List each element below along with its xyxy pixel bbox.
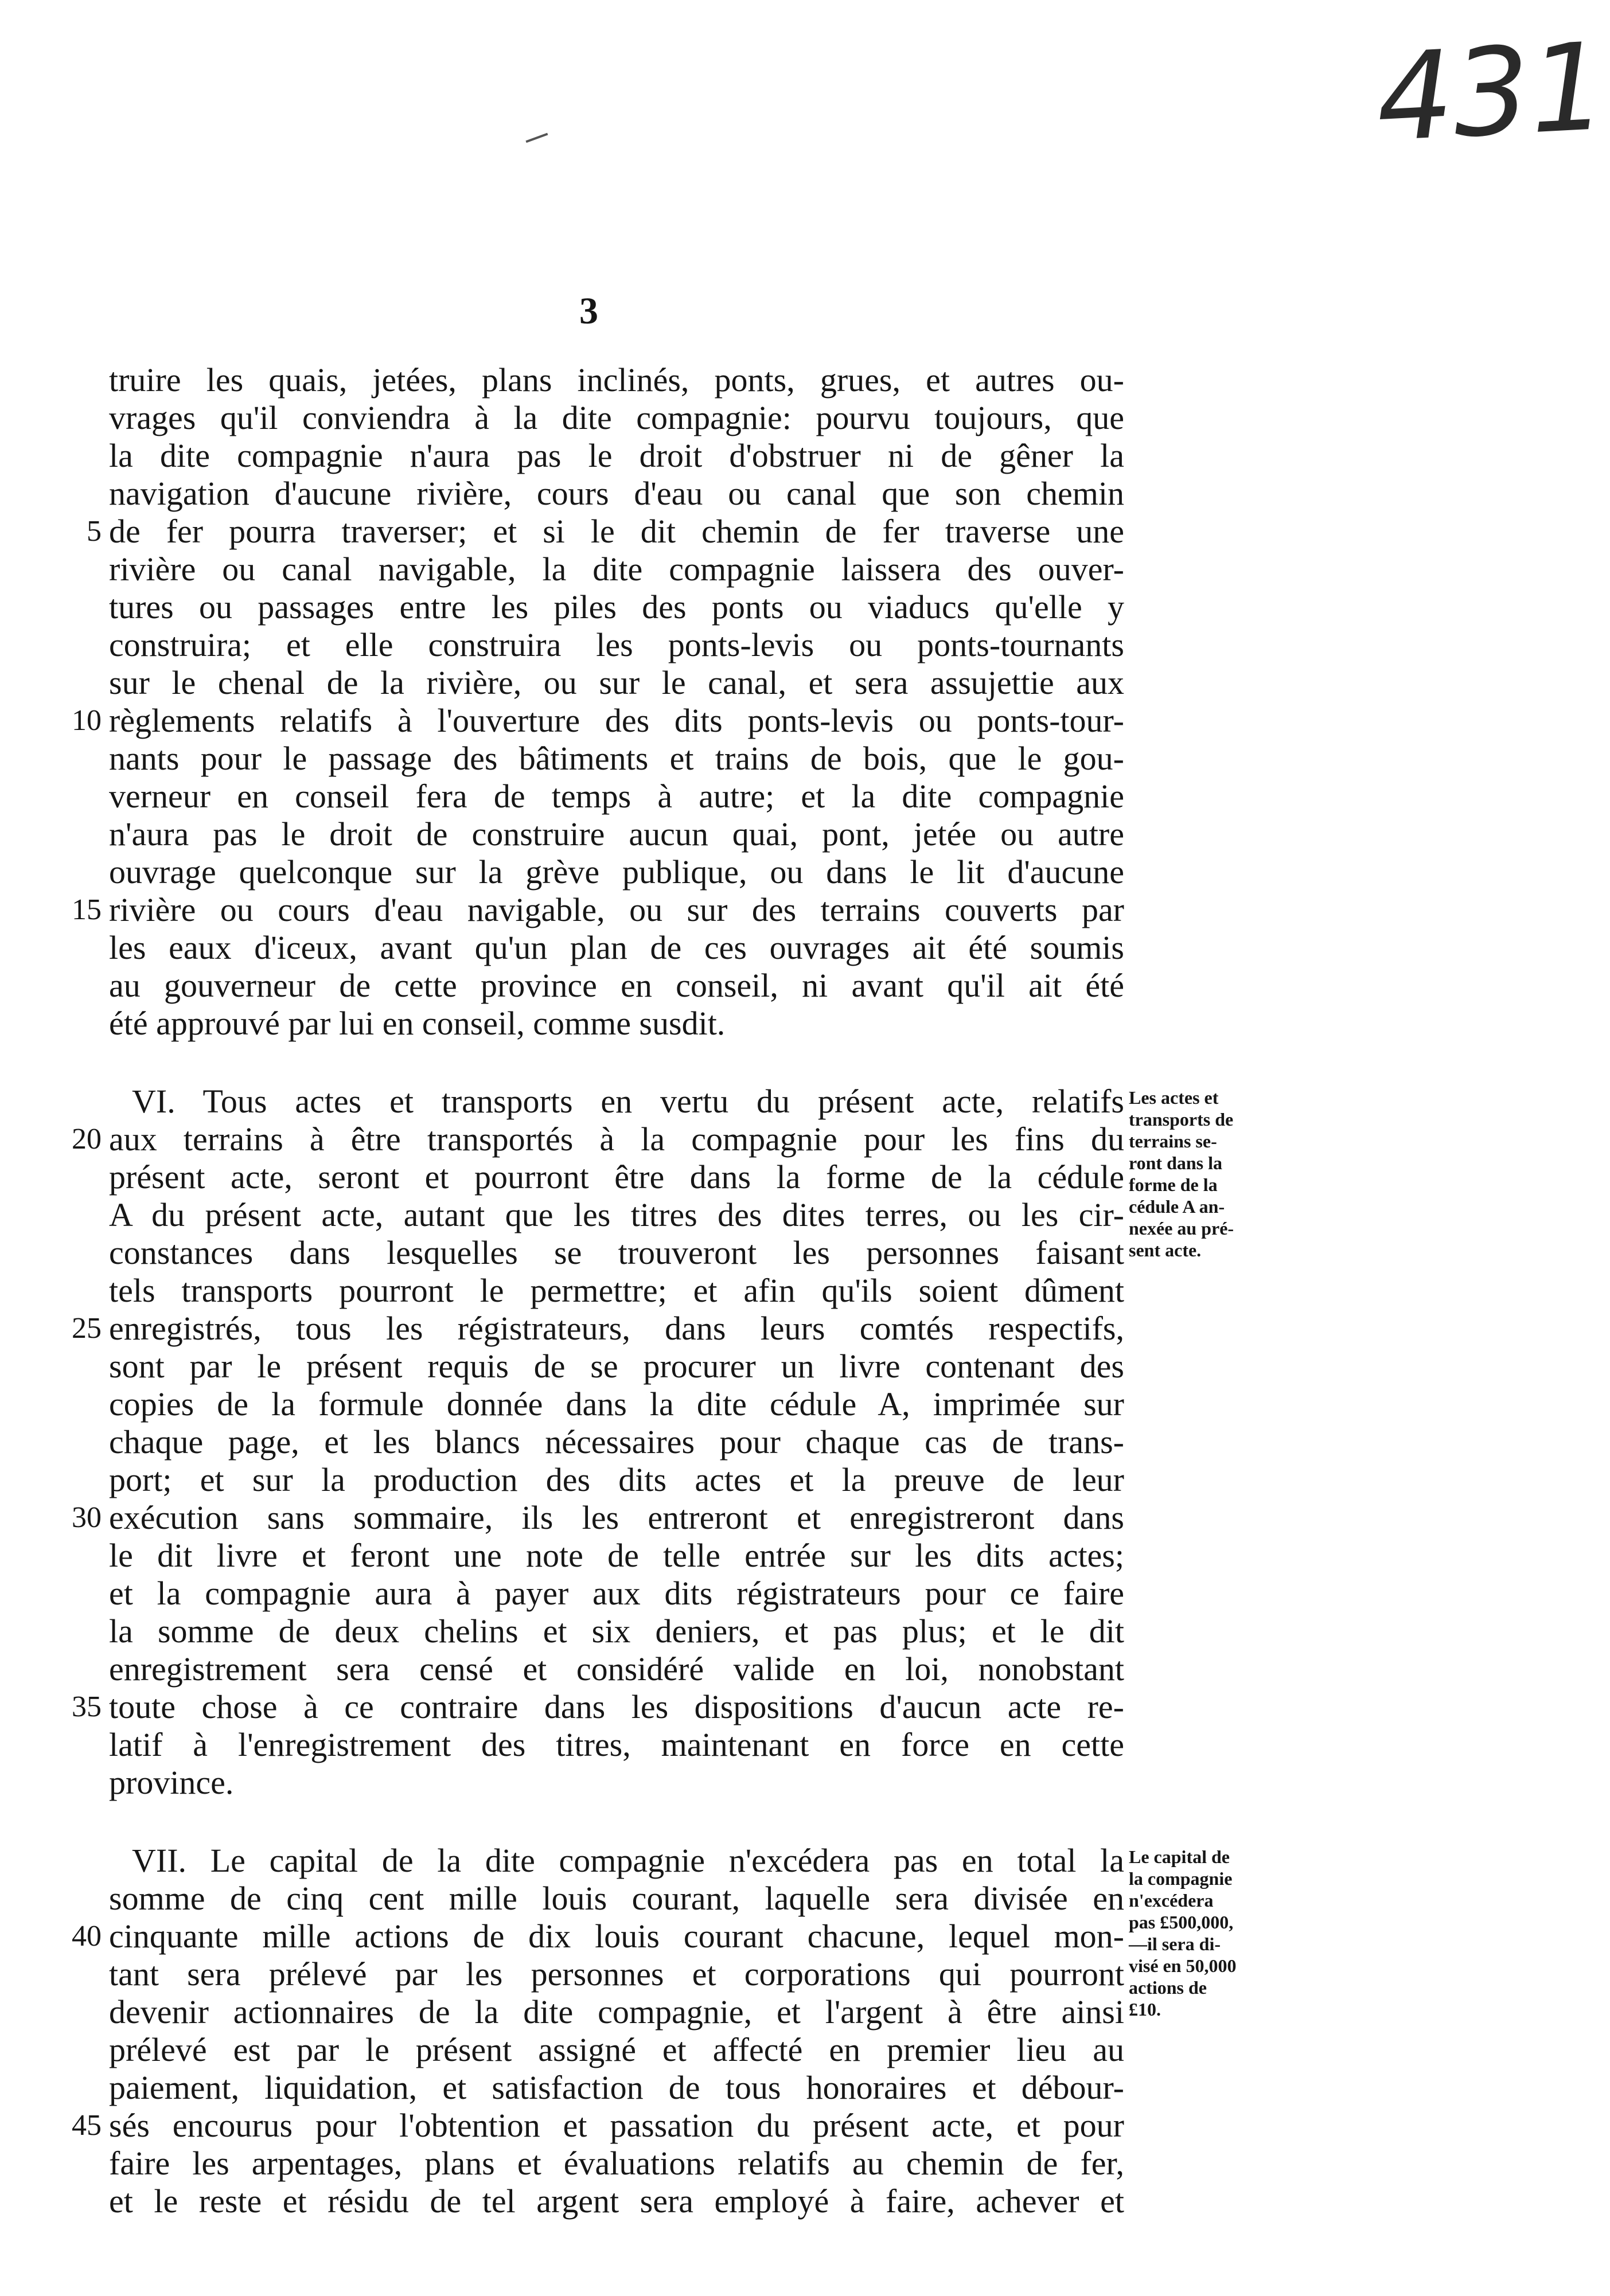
margin-note-line: sent acte. [1129, 1240, 1202, 1260]
text-line: somme de cinq cent mille louis courant, laquelle sera divisée en [109, 1880, 1124, 1917]
margin-note-line: ront dans la [1129, 1153, 1223, 1173]
margin-note-line: la compagnie [1129, 1868, 1233, 1889]
text-line: sés encourus pour l'obtention et passation du présent acte, et pour [109, 2107, 1124, 2144]
line-number: 15 [72, 893, 102, 926]
text-line: verneur en conseil fera de temps à autre; et la dite compagnie [109, 778, 1124, 815]
text-line: et la compagnie aura à payer aux dits régistrateurs pour ce faire [109, 1575, 1124, 1612]
text-line: sur le chenal de la rivière, ou sur le canal, et sera assujettie aux [109, 664, 1124, 701]
text-line: devenir actionnaires de la dite compagnie, et l'argent à être ainsi [109, 1993, 1124, 2031]
line-number: 5 [87, 515, 102, 548]
text-line: navigation d'aucune rivière, cours d'eau ou canal que son chemin [109, 475, 1124, 512]
margin-note-line: —il sera di- [1129, 1934, 1221, 1954]
line-number: 20 [72, 1123, 102, 1155]
text-line: enregistrés, tous les régistrateurs, dans leurs comtés respectifs, [109, 1310, 1124, 1347]
text-line: la dite compagnie n'aura pas le droit d'obstruer ni de gêner la [109, 437, 1124, 474]
margin-note-line: forme de la [1129, 1174, 1218, 1195]
text-line: tant sera prélevé par les personnes et corporations qui pourront [109, 1955, 1124, 1993]
text-line: chaque page, et les blancs nécessaires pour chaque cas de trans- [109, 1423, 1124, 1461]
margin-note-line: cédule A an- [1129, 1196, 1225, 1217]
ink-mark [525, 133, 550, 150]
text-line: paiement, liquidation, et satisfaction de tous honoraires et débour- [109, 2069, 1124, 2106]
text-line: vrages qu'il conviendra à la dite compagnie: pourvu toujours, que [109, 399, 1124, 436]
text-line: cinquante mille actions de dix louis courant chacune, lequel mon- [109, 1918, 1124, 1955]
text-line: au gouverneur de cette province en conseil, ni avant qu'il ait été [109, 967, 1124, 1004]
text-line: sont par le présent requis de se procurer un livre contenant des [109, 1348, 1124, 1385]
text-line: tels transports pourront le permettre; et afin qu'ils soient dûment [109, 1272, 1124, 1309]
margin-note-line: visé en 50,000 [1129, 1955, 1237, 1976]
margin-note-line: Les actes et [1129, 1087, 1219, 1108]
text-line: latif à l'enregistrement des titres, maintenant en force en cette [109, 1726, 1124, 1763]
text-line: rivière ou cours d'eau navigable, ou sur des terrains couverts par [109, 891, 1124, 928]
text-line: toute chose à ce contraire dans les dispositions d'aucun acte re- [109, 1688, 1124, 1725]
text-line: le dit livre et feront une note de telle entrée sur les dits actes; [109, 1537, 1124, 1574]
text-line: province. [109, 1764, 234, 1801]
margin-note-line: terrains se- [1129, 1131, 1217, 1151]
line-number: 30 [72, 1501, 102, 1534]
text-line: copies de la formule donnée dans la dite cédule A, imprimée sur [109, 1385, 1124, 1423]
text-line: truire les quais, jetées, plans inclinés, ponts, grues, et autres ou- [109, 361, 1124, 399]
line-number: 10 [72, 704, 102, 737]
text-line: VII. Le capital de la dite compagnie n'excédera pas en total la [132, 1842, 1124, 1879]
text-line: VI. Tous actes et transports en vertu du présent acte, relatifs [132, 1083, 1124, 1120]
margin-note-line: nexée au pré- [1129, 1218, 1234, 1239]
folio-number: 431 [1373, 16, 1610, 169]
margin-note-line: £10. [1129, 1999, 1161, 2020]
text-line: ouvrage quelconque sur la grève publique, ou dans le lit d'aucune [109, 853, 1124, 891]
text-line: rivière ou canal navigable, la dite compagnie laissera des ouver- [109, 550, 1124, 588]
text-line: exécution sans sommaire, ils les entreront et enregistreront dans [109, 1499, 1124, 1536]
text-line: construira; et elle construira les ponts-levis ou ponts-tournants [109, 626, 1124, 663]
text-line: port; et sur la production des dits actes et la preuve de leur [109, 1461, 1124, 1498]
text-line: les eaux d'iceux, avant qu'un plan de ces ouvrages ait été soumis [109, 929, 1124, 966]
line-number: 45 [72, 2109, 102, 2142]
text-line: tures ou passages entre les piles des ponts ou viaducs qu'elle y [109, 588, 1124, 626]
text-line: aux terrains à être transportés à la compagnie pour les fins du [109, 1120, 1124, 1158]
text-line: enregistrement sera censé et considéré valide en loi, nonobstant [109, 1650, 1124, 1688]
page-number: 3 [579, 290, 598, 332]
text-line: faire les arpentages, plans et évaluations relatifs au chemin de fer, [109, 2145, 1124, 2182]
margin-note-line: Le capital de [1129, 1846, 1230, 1867]
margin-note-line: pas £500,000, [1129, 1912, 1234, 1932]
text-line: n'aura pas le droit de construire aucun quai, pont, jetée ou autre [109, 815, 1124, 853]
line-number: 40 [72, 1920, 102, 1953]
line-number: 35 [72, 1690, 102, 1723]
margin-note-line: actions de [1129, 1977, 1207, 1998]
text-line: la somme de deux chelins et six deniers, et pas plus; et le dit [109, 1612, 1124, 1650]
text-line: constances dans lesquelles se trouveront les personnes faisant [109, 1234, 1124, 1271]
text-line: de fer pourra traverser; et si le dit chemin de fer traverse une [109, 513, 1124, 550]
margin-note-line: transports de [1129, 1109, 1234, 1130]
text-line: été approuvé par lui en conseil, comme susdit. [109, 1005, 726, 1042]
text-line: règlements relatifs à l'ouverture des dits ponts-levis ou ponts-tour- [109, 702, 1124, 739]
text-line: et le reste et résidu de tel argent sera employé à faire, achever et [109, 2182, 1124, 2220]
text-line: présent acte, seront et pourront être dans la forme de la cédule [109, 1158, 1124, 1196]
text-line: A du présent acte, autant que les titres des dites terres, ou les cir- [109, 1196, 1124, 1233]
line-number: 25 [72, 1312, 102, 1345]
text-line: nants pour le passage des bâtiments et trains de bois, que le gou- [109, 740, 1124, 777]
margin-note-line: n'excédera [1129, 1890, 1214, 1911]
text-line: prélevé est par le présent assigné et affecté en premier lieu au [109, 2031, 1124, 2068]
